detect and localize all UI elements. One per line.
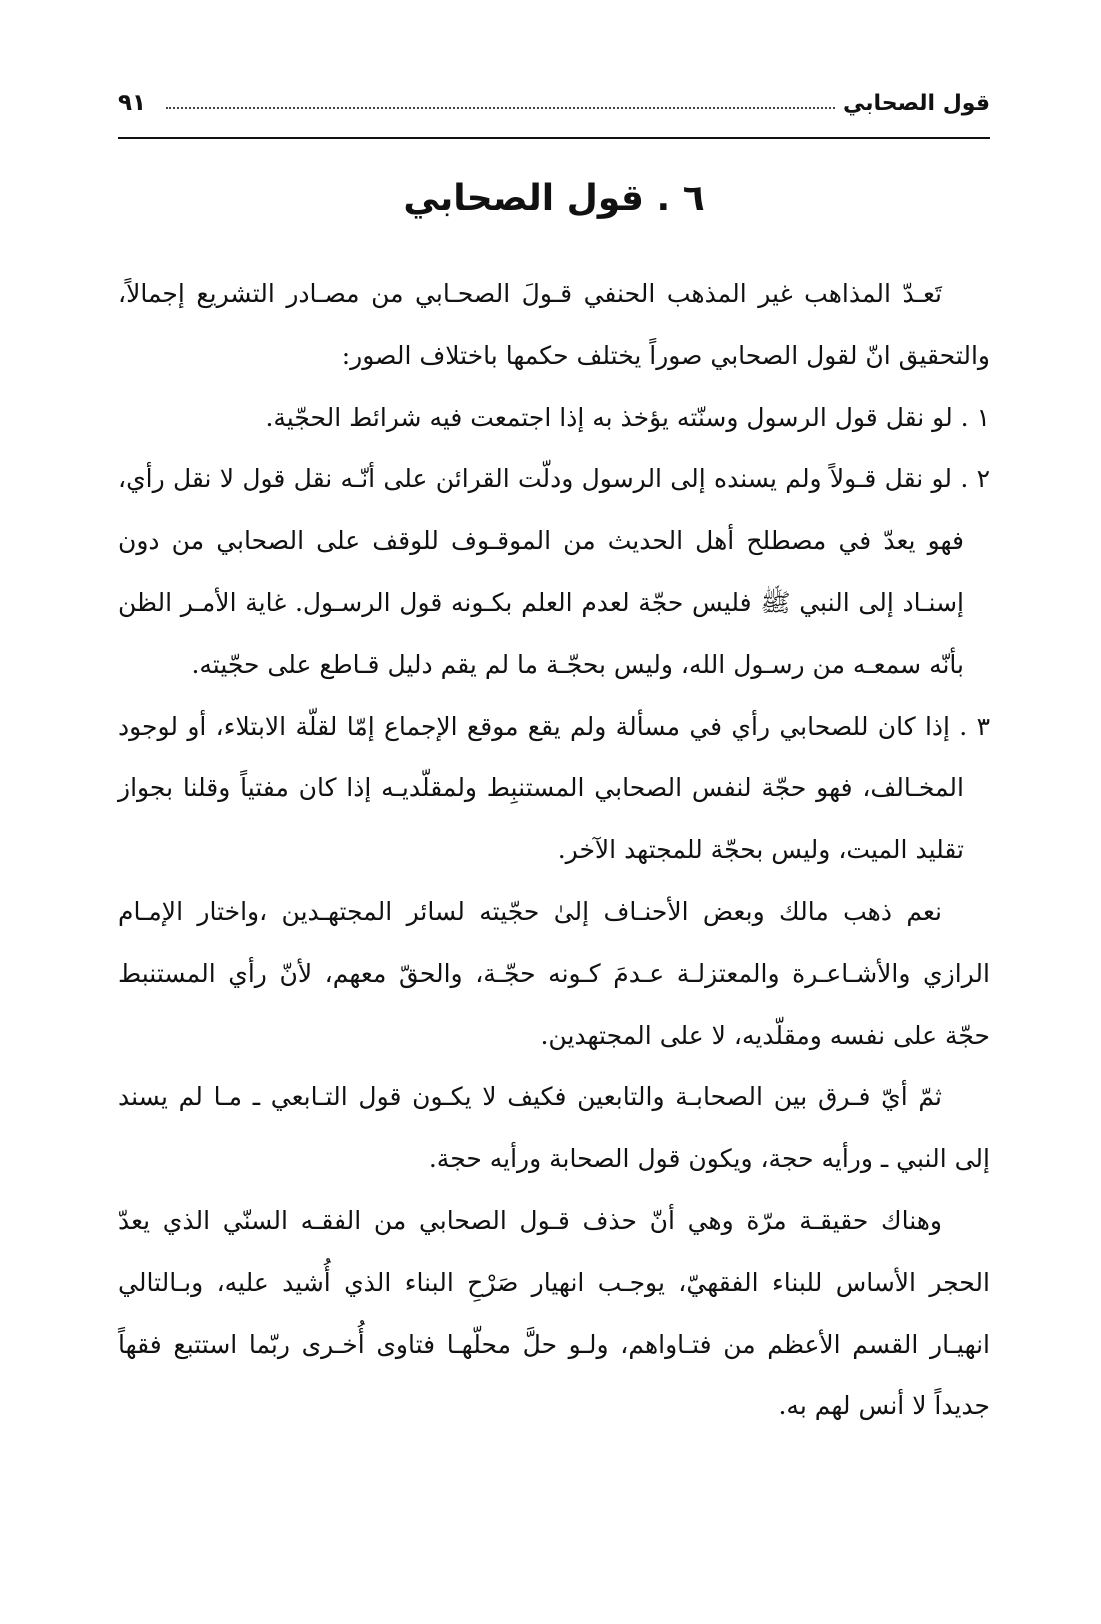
list-item-2: ٢ . لو نقل قـولاً ولم يسنده إلى الرسول ودلّت القرائن على أنّـه نقل قول لا نقل رأي، فهو يعدّ في مصطلح أهل الحديث من الموقـوف للوقف على الصحابي من دون إسنـاد إلى النبي ﷺ فليس حجّة لعدم العلم بكـونه قول الرسـول. غاية الأمـر الظن بأنّه سمعـه من رسـول الله، وليس بحجّـة ما لم يقم دليل قـاطع على حجّيته. — [118, 464, 990, 679]
chapter-title: ٦ . قول الصحابي — [403, 178, 705, 219]
dot-leader — [166, 107, 835, 109]
list-item-3: ٣ . إذا كان للصحابي رأي في مسألة ولم يقع موقع الإجماع إمّا لقلّة الابتلاء، أو لوجود المخـالف، فهو حجّة لنفس الصحابي المستنبِط ولمقلّديـه إذا كان مفتياً وقلنا بجواز تقليد الميت، وليس بحجّة للمجتهد الآخر. — [118, 711, 990, 865]
page-number: ٩١ — [118, 90, 147, 116]
page-header — [118, 82, 990, 116]
list-item-1: ١ . لو نقل قول الرسول وسنّته يؤخذ به إذا اجتمعت فيه شرائط الحجّية. — [265, 402, 990, 432]
body-text — [118, 263, 990, 1437]
running-title: قول الصحابي — [842, 91, 990, 116]
paragraph-intro: تَعـدّ المذاهب غير المذهب الحنفي قـولَ الصحـابي من مصـادر التشريع إجمالاً، والتحقيق انّ لقول الصحابي صوراً يختلف حكمها باختلاف الصور: — [118, 279, 990, 370]
paragraph-conclusion: وهناك حقيقـة مرّة وهي أنّ حذف قـول الصحابي من الفقـه السنّي الذي يعدّ الحجر الأساس للبناء الفقهيّ، يوجـب انهيار صَرْحِ البناء الذي أُشيد عليه، وبـالتالي انهيـار القسم الأعظم من فتـاواهم، ولـو حلَّ محلّهـا فتاوى أُخـرى ربّما استتبع فقهاً جديداً لا أنس لهم به. — [118, 1205, 990, 1421]
paragraph-malik: نعم ذهب مالك وبعض الأحنـاف إلىٰ حجّيته لسائر المجتهـدين ،واختار الإمـام الرازي والأشـاعـرة والمعتزلـة عـدمَ كـونه حجّـة، والحقّ معهم، لأنّ رأي المستنبط حجّة على نفسه ومقلّديه، لا على المجتهدين. — [118, 896, 990, 1050]
header-rule — [118, 137, 990, 139]
paragraph-tabii: ثمّ أيّ فـرق بين الصحابـة والتابعين فكيف لا يكـون قول التـابعي ـ مـا لم يسند إلى النبي ـ ورأيه حجة، ويكون قول الصحابة ورأيه حجة. — [118, 1082, 990, 1174]
